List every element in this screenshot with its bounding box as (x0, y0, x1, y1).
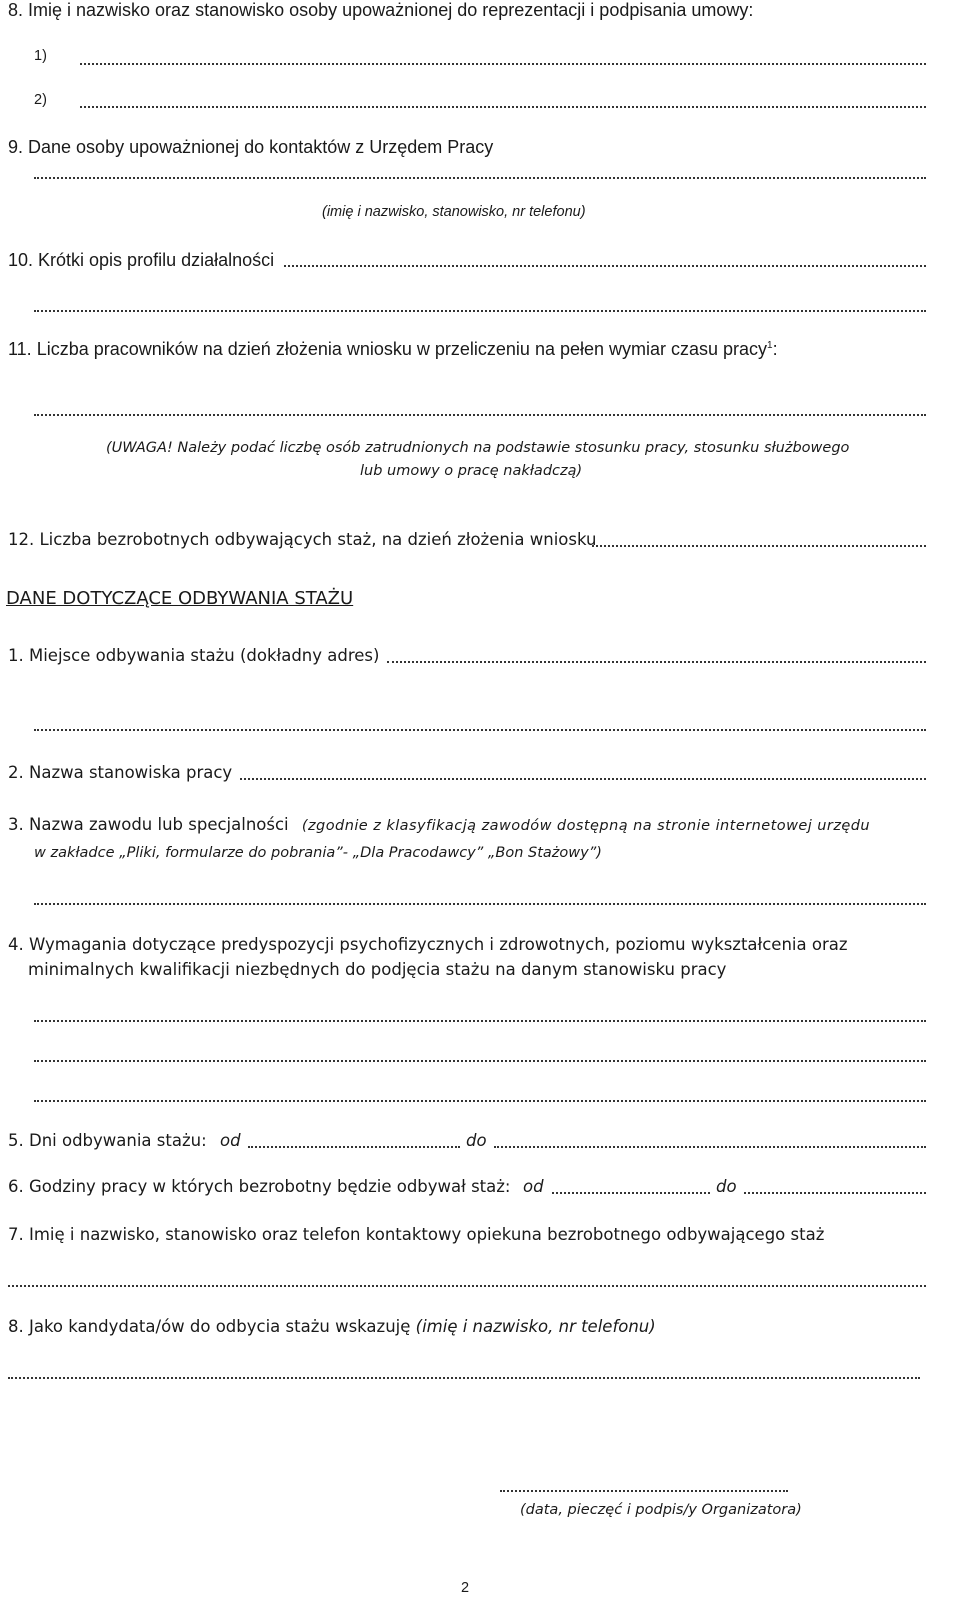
s1-label: 1. Miejsce odbywania stażu (dokładny adres) (8, 646, 380, 665)
s2-label: 2. Nazwa stanowiska pracy (8, 763, 233, 782)
s2-field[interactable] (240, 778, 926, 780)
footnote-marker: 1 (767, 340, 773, 351)
signature-caption: (data, pieczęć i podpis/y Organizatora) (520, 1502, 802, 1518)
s5-to-label: do (466, 1131, 487, 1150)
s4-label-line-2: minimalnych kwalifikacji niezbędnych do podjęcia stażu na danym stanowisku pracy (28, 960, 727, 979)
s5-from-field[interactable] (248, 1146, 460, 1148)
s4-field-3[interactable] (34, 1100, 926, 1102)
q8-label: 8. Imię i nazwisko oraz stanowisko osoby upoważnionej do reprezentacji i podpisania umowy: (8, 0, 754, 20)
s5-from-label: od (220, 1131, 241, 1150)
s3-hint-line-2: w zakładce „Pliki, formularze do pobrania”- „Dla Pracodawcy” „Bon Stażowy”) (34, 845, 602, 861)
s6-from-label: od (523, 1177, 544, 1196)
page-number: 2 (461, 1580, 470, 1596)
warning-line-2: lub umowy o pracę nakładczą) (360, 463, 583, 479)
s6-to-label: do (716, 1177, 737, 1196)
q12-field[interactable] (592, 545, 926, 547)
q9-field[interactable] (34, 177, 926, 179)
s4-field-2[interactable] (34, 1060, 926, 1062)
q8-item-1-label: 1) (34, 48, 47, 64)
s5-to-field[interactable] (494, 1146, 926, 1148)
q11-label: 11. Liczba pracowników na dzień złożenia wniosku w przeliczeniu na pełen wymiar czasu pracy$^1$: (8, 339, 778, 359)
s6-to-field[interactable] (744, 1192, 926, 1194)
q9-label: 9. Dane osoby upoważnionej do kontaktów z Urzędem Pracy (8, 137, 494, 157)
q8-item-2-label: 2) (34, 92, 47, 108)
s1-field-2[interactable] (34, 729, 926, 731)
q11-field[interactable] (34, 414, 926, 416)
s3-label: 3. Nazwa zawodu lub specjalności (zgodnie z klasyfikacją zawodów dostępną na stronie internetowej urzędu (8, 815, 871, 834)
s4-label-line-1: 4. Wymagania dotyczące predyspozycji psychofizycznych i zdrowotnych, poziomu wykształcenia oraz (8, 935, 848, 954)
warning-line-1: (UWAGA! Należy podać liczbę osób zatrudnionych na podstawie stosunku pracy, stosunku służbowego (106, 440, 850, 456)
q10-label: 10. Krótki opis profilu działalności (8, 250, 275, 270)
s1-field-1[interactable] (387, 661, 926, 663)
s6-label: 6. Godziny pracy w których bezrobotny będzie odbywał staż: (8, 1177, 511, 1196)
q8-item-2-field[interactable] (80, 106, 926, 108)
q10-field-1[interactable] (284, 265, 926, 267)
s7-field[interactable] (8, 1285, 926, 1287)
q12-label: 12. Liczba bezrobotnych odbywających staż, na dzień złożenia wniosku (8, 530, 597, 549)
q8-item-1-field[interactable] (80, 63, 926, 65)
q10-field-2[interactable] (34, 310, 926, 312)
s8-label: 8. Jako kandydata/ów do odbycia stażu wskazuję (imię i nazwisko, nr telefonu) (8, 1317, 656, 1336)
s8-hint: (imię i nazwisko, nr telefonu) (415, 1317, 656, 1336)
section-heading: DANE DOTYCZĄCE ODBYWANIA STAŻU (6, 588, 354, 609)
s3-hint-line-1: (zgodnie z klasyfikacją zawodów dostępną na stronie internetowej urzędu (301, 818, 871, 834)
s5-label: 5. Dni odbywania stażu: (8, 1131, 207, 1150)
s6-from-field[interactable] (552, 1192, 710, 1194)
s7-label: 7. Imię i nazwisko, stanowisko oraz telefon kontaktowy opiekuna bezrobotnego odbywającego staż (8, 1225, 825, 1244)
s8-field[interactable] (8, 1377, 920, 1379)
signature-field[interactable] (500, 1490, 788, 1492)
s4-field-1[interactable] (34, 1020, 926, 1022)
q9-hint: (imię i nazwisko, stanowisko, nr telefonu) (322, 204, 586, 220)
s3-field[interactable] (34, 903, 926, 905)
